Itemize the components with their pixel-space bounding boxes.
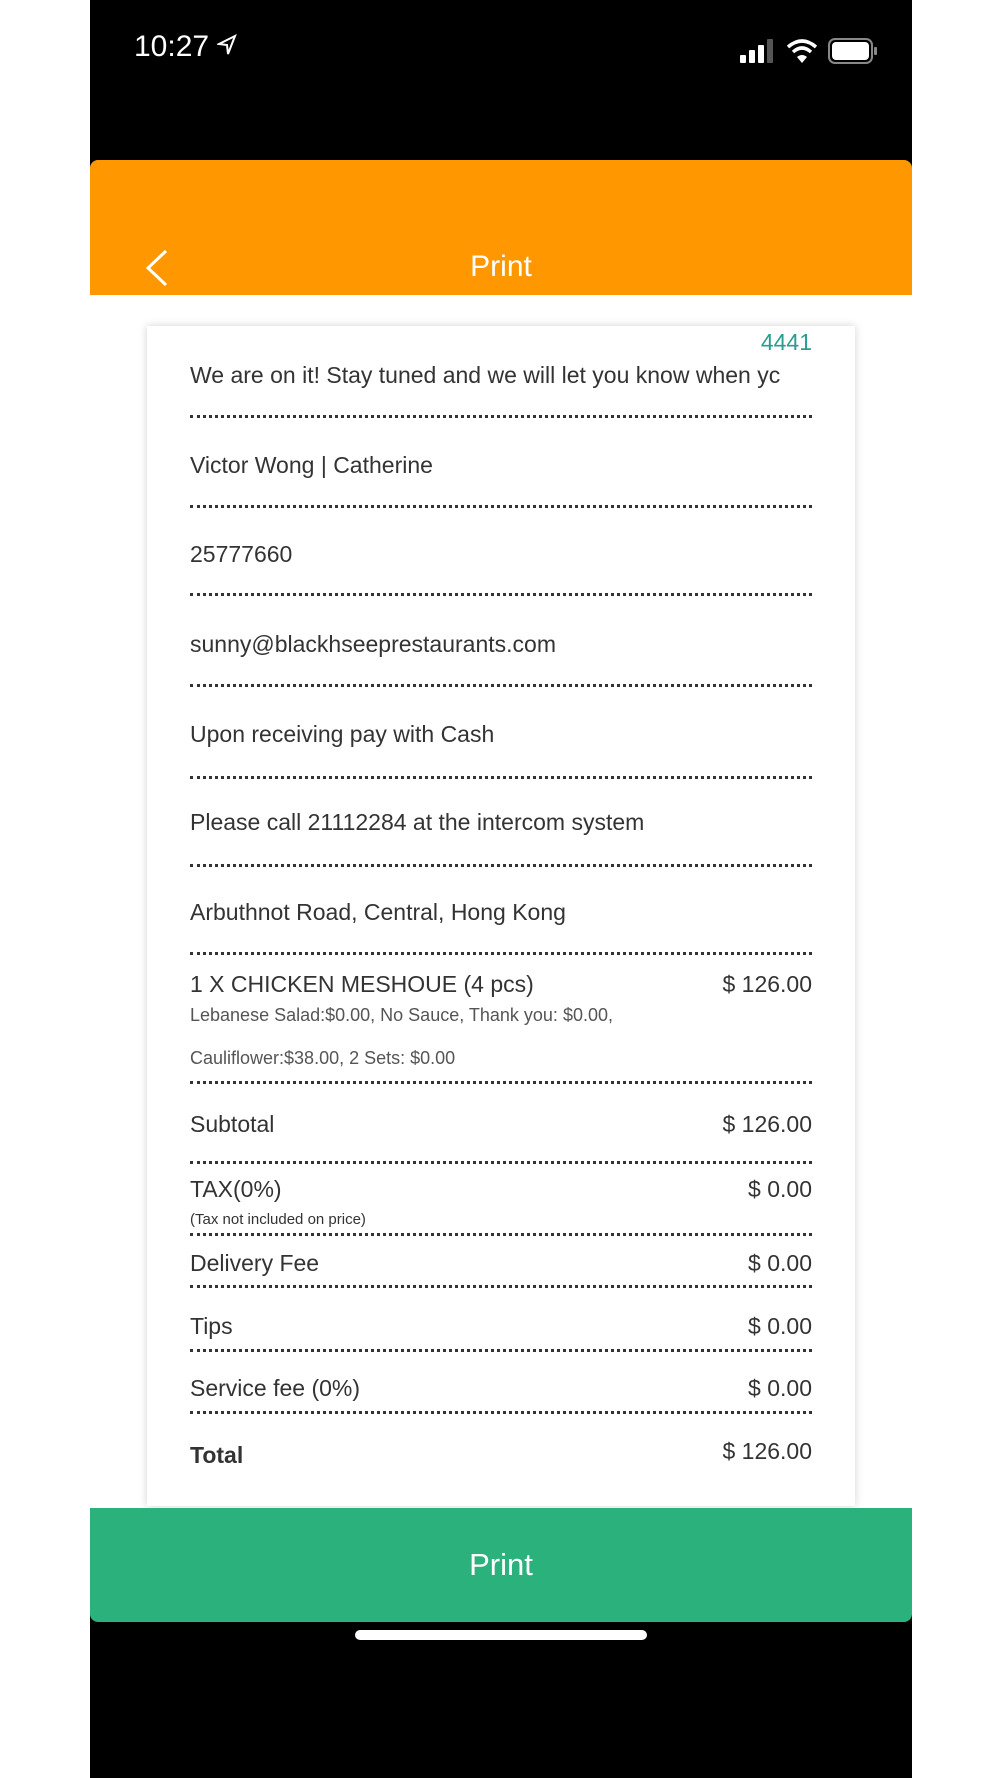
battery-icon (828, 38, 878, 64)
receipt-card (147, 326, 855, 1506)
subtotal-value: $ 126.00 (722, 1111, 812, 1137)
page-title: Print (470, 250, 532, 283)
status-time (134, 30, 237, 64)
divider (190, 952, 812, 955)
item-name: 1 X CHICKEN MESHOUE (4 pcs) (190, 971, 534, 997)
divider (190, 593, 812, 596)
divider (190, 1411, 812, 1414)
divider (190, 864, 812, 867)
item-price: $ 126.00 (722, 971, 812, 997)
divider (190, 505, 812, 508)
customer-phone: 25777660 (190, 541, 293, 567)
customer-email: sunny@blackhseeprestaurants.com (190, 631, 556, 657)
receipt-container[interactable] (90, 295, 912, 1508)
service-fee-value: $ 0.00 (748, 1375, 812, 1401)
time-text: 10:27 (134, 30, 210, 63)
subtotal-label: Subtotal (190, 1111, 275, 1137)
item-options-line2: Cauliflower:$38.00, 2 Sets: $0.00 (190, 1048, 456, 1068)
tips-value: $ 0.00 (748, 1313, 812, 1339)
divider (190, 1233, 812, 1236)
delivery-fee-label: Delivery Fee (190, 1250, 320, 1276)
order-number-overlay: 4441 (760, 329, 812, 355)
tax-note: (Tax not included on price) (190, 1211, 366, 1228)
divider (190, 776, 812, 779)
print-button[interactable]: Print (90, 1508, 912, 1622)
delivery-instructions: Please call 21112284 at the intercom system (190, 809, 645, 835)
delivery-fee-value: $ 0.00 (748, 1250, 812, 1276)
divider (190, 1161, 812, 1164)
status-message: We are on it! Stay tuned and we will let you know when yc (190, 362, 781, 388)
tips-label: Tips (190, 1313, 233, 1339)
item-options-line1: Lebanese Salad:$0.00, No Sauce, Thank you: $0.00, (190, 1005, 613, 1025)
divider (190, 415, 812, 418)
service-fee-label: Service fee (0%) (190, 1375, 361, 1401)
tax-value: $ 0.00 (748, 1176, 812, 1202)
total-label: Total (190, 1442, 244, 1468)
divider (190, 1081, 812, 1084)
home-indicator[interactable] (355, 1630, 647, 1640)
divider (190, 1349, 812, 1352)
signal-icon (740, 39, 776, 63)
divider (190, 684, 812, 687)
divider (190, 1285, 812, 1288)
phone-screen (90, 0, 912, 1778)
status-icons (740, 38, 878, 64)
tax-label: TAX(0%) (190, 1176, 282, 1202)
header-bar (90, 160, 912, 295)
delivery-address: Arbuthnot Road, Central, Hong Kong (190, 899, 566, 925)
location-arrow-icon (217, 34, 237, 56)
wifi-icon (786, 39, 818, 63)
total-value: $ 126.00 (722, 1438, 812, 1464)
customer-name: Victor Wong | Catherine (190, 452, 433, 478)
payment-method: Upon receiving pay with Cash (190, 721, 495, 747)
